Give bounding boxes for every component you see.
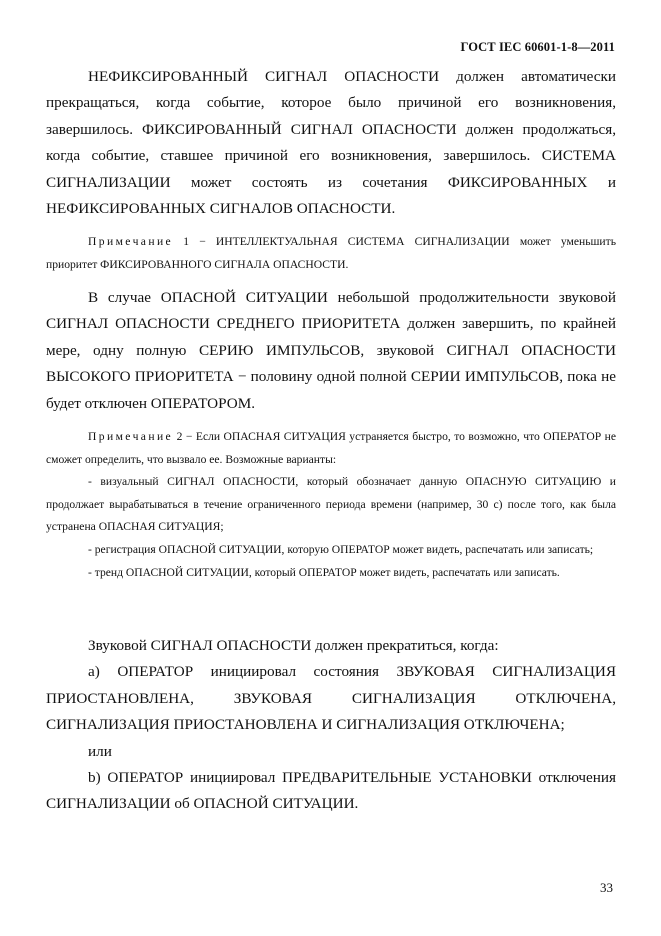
paragraph-block-2 [46,285,616,417]
paragraph-block-3 [46,633,616,818]
paragraph-condition-a: a) ОПЕРАТОР инициировал состояния ЗВУКОВАЯ СИГНАЛИЗАЦИЯ ПРИОСТАНОВЛЕНА, ЗВУКОВАЯ СИГНАЛИЗАЦИЯ ОТКЛЮЧЕНА, СИГНАЛИЗАЦИЯ ПРИОСТАНОВЛЕНА И СИГНАЛИЗАЦИЯ ОТКЛЮЧЕНА; [46,663,616,734]
paragraph-or: или [88,742,112,760]
paragraph-latching: НЕФИКСИРОВАННЫЙ СИГНАЛ ОПАСНОСТИ должен автоматически прекращаться, когда событие, которое было причиной его возникновения, завершилось. ФИКСИРОВАННЫЙ СИГНАЛ ОПАСНОСТИ должен продолжаться, когда событие, ставшее причиной его возникновения, завершилось. СИСТЕМА СИГНАЛИЗАЦИИ может состоять из сочетания ФИКСИРОВАННЫХ и НЕФИКСИРОВАННЫХ СИГНАЛОВ ОПАСНОСТИ. [46,68,616,218]
document-code: ГОСТ IEC 60601-1-8—2011 [460,40,615,54]
note-2-item-trend: - тренд ОПАСНОЙ СИТУАЦИИ, который ОПЕРАТОР может видеть, распечатать или записать. [88,565,560,579]
note-1-label: Примечание [88,235,174,248]
note-block-2 [46,426,616,584]
note-2-item-visual: - визуальный СИГНАЛ ОПАСНОСТИ, который обозначает данную ОПАСНУЮ СИТУАЦИЮ и продолжает вырабатываться в течение ограниченного периода времени (например, 30 с) после того, как была устранена ОПАСНАЯ СИТУАЦИЯ; [46,475,616,534]
note-block-1 [46,231,616,276]
note-1 [46,231,616,276]
page-number: 33 [600,880,613,895]
paragraph-stop-conditions: Звуковой СИГНАЛ ОПАСНОСТИ должен прекратиться, когда: [88,637,499,654]
note-2-label: Примечание [88,430,174,443]
note-2-item-log: - регистрация ОПАСНОЙ СИТУАЦИИ, которую ОПЕРАТОР может видеть, распечатать или записать; [88,542,594,556]
paragraph-condition-b: b) ОПЕРАТОР инициировал ПРЕДВАРИТЕЛЬНЫЕ УСТАНОВКИ отключения СИГНАЛИЗАЦИИ об ОПАСНОЙ СИТУАЦИИ. [46,769,616,813]
note-2 [46,426,616,471]
note-1-text: 1 − ИНТЕЛЛЕКТУАЛЬНАЯ СИСТЕМА СИГНАЛИЗАЦИИ может уменьшить приоритет ФИКСИРОВАННОГО СИГНАЛА ОПАСНОСТИ. [46,235,616,271]
paragraph-short-hazard: В случае ОПАСНОЙ СИТУАЦИИ небольшой продолжительности звуковой СИГНАЛ ОПАСНОСТИ СРЕДНЕГО ПРИОРИТЕТА должен завершить, по крайней мере, одну полную СЕРИЮ ИМПУЛЬСОВ, звуковой СИГНАЛ ОПАСНОСТИ ВЫСОКОГО ПРИОРИТЕТА − половину одной полной СЕРИИ ИМПУЛЬСОВ, пока не будет отключен ОПЕРАТОРОМ. [46,289,616,412]
note-2-text: 2 − Если ОПАСНАЯ СИТУАЦИЯ устраняется быстро, то возможно, что ОПЕРАТОР не сможет определить, что вызвало ее. Возможные варианты: [46,430,616,466]
paragraph-block-1 [46,64,616,222]
